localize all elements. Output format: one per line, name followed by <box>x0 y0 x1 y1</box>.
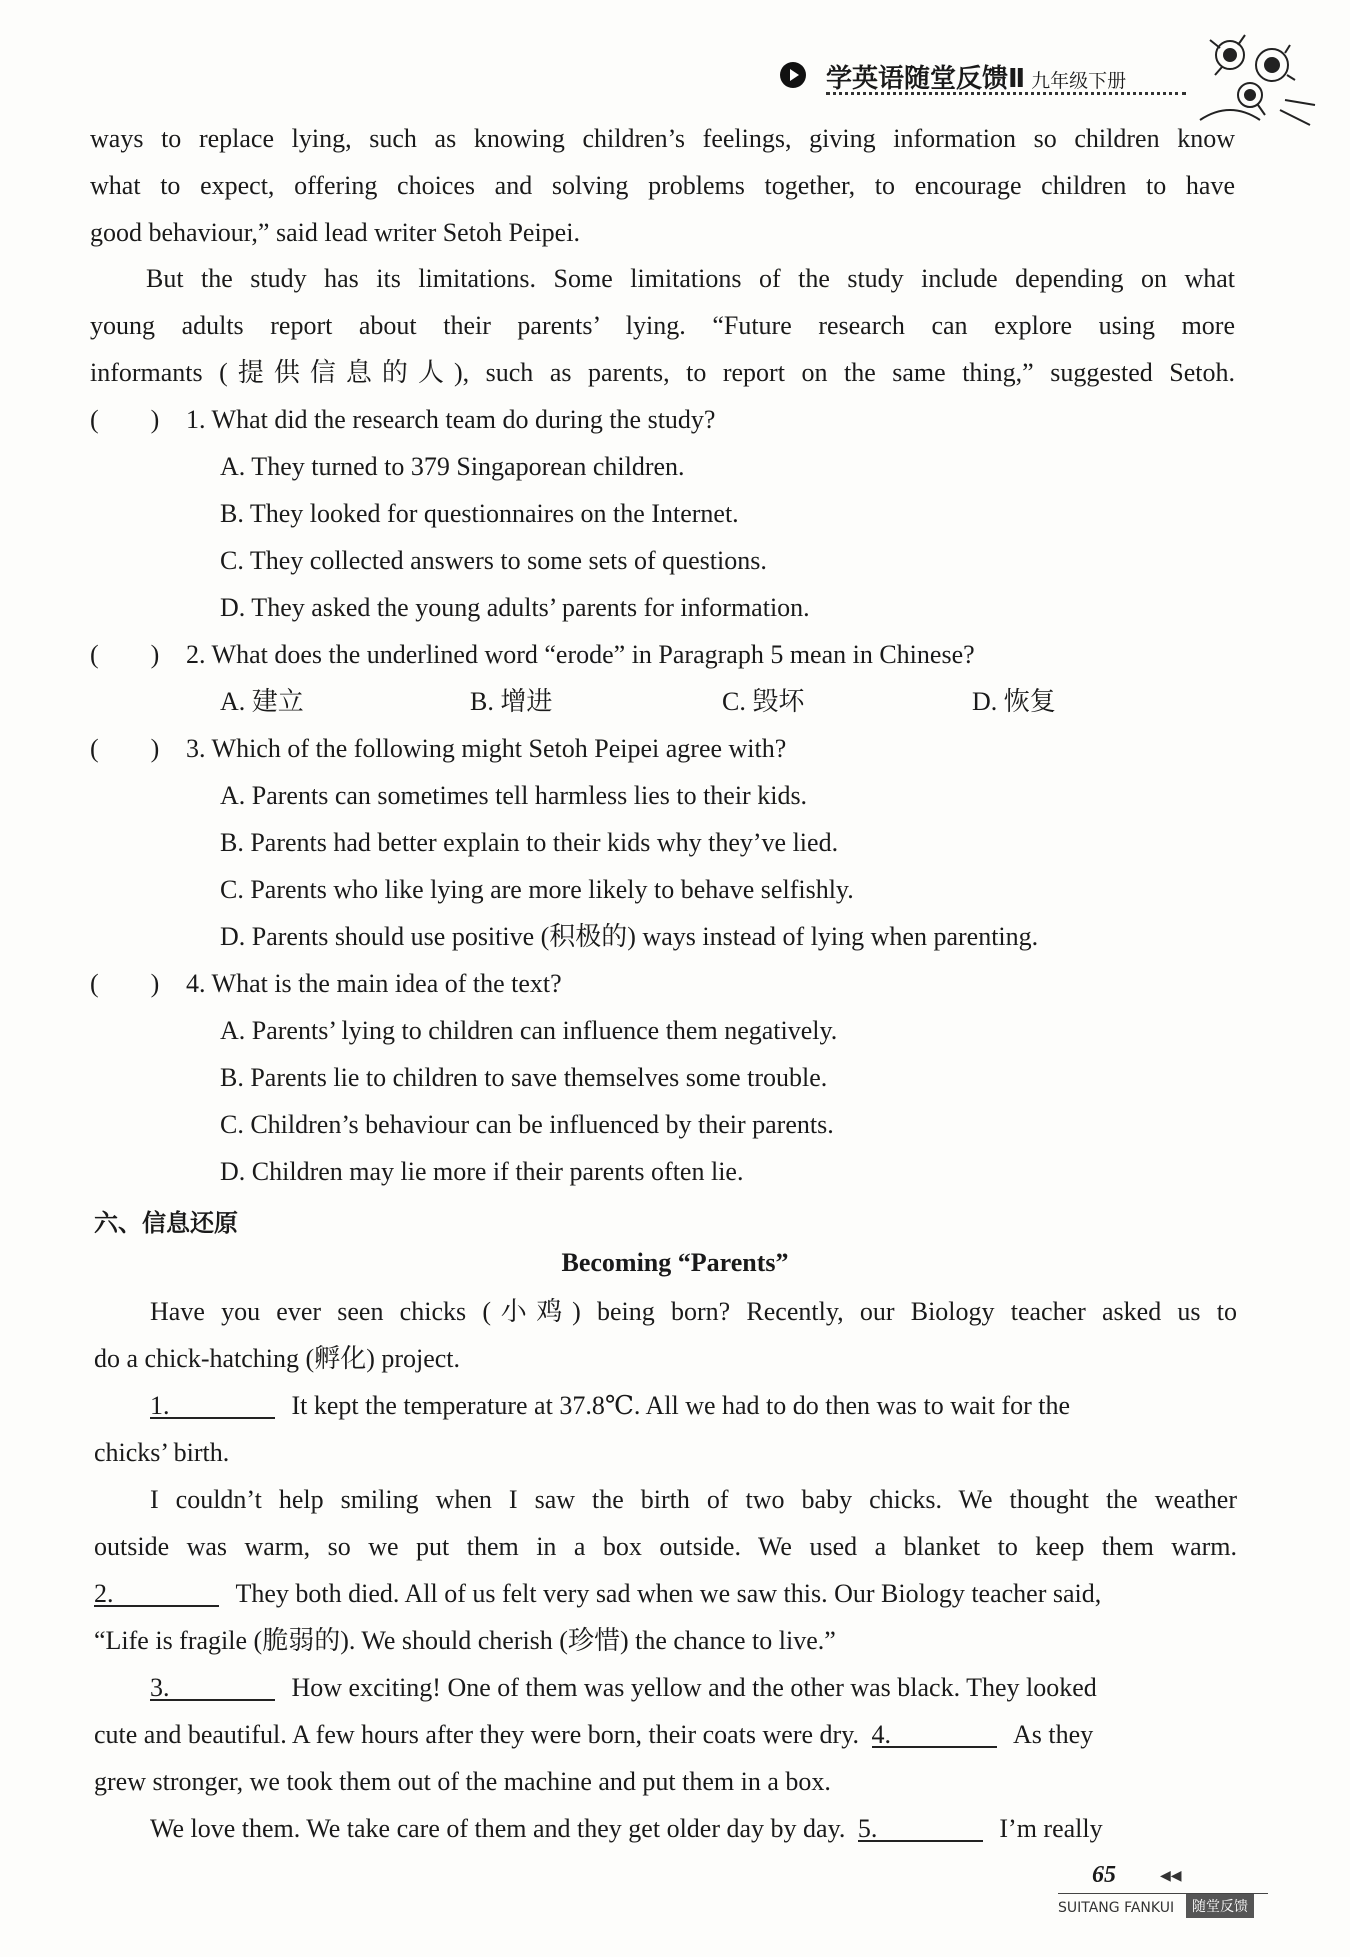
answer-blank-4[interactable]: 4. <box>872 1720 997 1748</box>
passage-text: I’m really <box>999 1814 1103 1843</box>
header-dotted-rule <box>826 92 1186 95</box>
question-stem: 4. What is the main idea of the text? <box>186 969 562 998</box>
option-b: B. Parents lie to children to save themselves some trouble. <box>220 1063 828 1092</box>
passage-line: But the study has its limitations. Some limitations of the study include depending on what <box>146 264 1235 293</box>
option-d: D. Parents should use positive (积极的) ways instead of lying when parenting. <box>220 922 1039 951</box>
option-a: A. They turned to 379 Singaporean children. <box>220 452 685 481</box>
passage-line: Have you ever seen chicks (小鸡) being born? Recently, our Biology teacher asked us to <box>150 1297 1237 1326</box>
passage-line: I couldn’t help smiling when I saw the birth of two baby chicks. We thought the weather <box>150 1485 1237 1514</box>
page-header <box>780 52 1200 102</box>
option-c: C. Parents who like lying are more likely to behave selfishly. <box>220 875 854 904</box>
option-d: D. They asked the young adults’ parents for information. <box>220 593 810 622</box>
passage-title: Becoming “Parents” <box>561 1248 789 1277</box>
footer-badge: 随堂反馈 <box>1186 1894 1254 1918</box>
question-stem: 1. What did the research team do during the study? <box>186 405 716 434</box>
passage-line: do a chick-hatching (孵化) project. <box>94 1344 461 1373</box>
option-a: A. 建立 <box>220 687 304 716</box>
passage-text: cute and beautiful. A few hours after they were born, their coats were dry. <box>94 1720 860 1749</box>
option-d: D. Children may lie more if their parents often lie. <box>220 1157 744 1186</box>
question-stem: 3. Which of the following might Setoh Peipei agree with? <box>186 734 787 763</box>
page-number: 65 <box>1092 1862 1116 1888</box>
passage-text: We love them. We take care of them and they get older day by day. <box>150 1814 846 1843</box>
answer-blank-3[interactable]: 3. <box>150 1673 275 1701</box>
header-subtitle: 九年级下册 <box>1031 70 1127 92</box>
flower-decoration-icon <box>1190 20 1320 130</box>
option-c: C. 毁坏 <box>722 687 805 716</box>
passage-text: They both died. All of us felt very sad when we saw this. Our Biology teacher said, <box>235 1579 1102 1608</box>
passage-line <box>150 1391 1237 1421</box>
header-title: 学英语随堂反馈Ⅱ 九年级下册 <box>826 64 1127 94</box>
option-c: C. They collected answers to some sets of questions. <box>220 546 767 575</box>
answer-bracket[interactable]: ( ) <box>90 405 160 434</box>
passage-line: “Life is fragile (脆弱的). We should cherish (珍惜) the chance to live.” <box>94 1626 836 1655</box>
option-a: A. Parents can sometimes tell harmless lies to their kids. <box>220 781 808 810</box>
passage-line: informants (提供信息的人), such as parents, to report on the same thing,” suggested Setoh. <box>90 358 1235 387</box>
passage-text: As they <box>1013 1720 1094 1749</box>
passage-line: outside was warm, so we put them in a box outside. We used a blanket to keep them warm. <box>94 1532 1237 1561</box>
answer-bracket[interactable]: ( ) <box>90 734 160 763</box>
option-a: A. Parents’ lying to children can influence them negatively. <box>220 1016 838 1045</box>
answer-bracket[interactable]: ( ) <box>90 640 160 669</box>
passage-text: How exciting! One of them was yellow and the other was black. They looked <box>291 1673 1097 1702</box>
option-c: C. Children’s behaviour can be influenced by their parents. <box>220 1110 834 1139</box>
passage-line <box>150 1673 1237 1703</box>
passage-line: young adults report about their parents’ lying. “Future research can explore using more <box>90 311 1235 340</box>
play-icon <box>780 62 806 88</box>
option-d: D. 恢复 <box>972 687 1056 716</box>
double-arrow-icon: ◀◀ <box>1160 1869 1182 1884</box>
footer-brand: SUITANG FANKUI <box>1058 1900 1175 1916</box>
answer-blank-2[interactable]: 2. <box>94 1579 219 1607</box>
passage-text: It kept the temperature at 37.8℃. All we had to do then was to wait for the <box>291 1391 1071 1420</box>
question-stem: 2. What does the underlined word “erode” in Paragraph 5 mean in Chinese? <box>186 640 975 669</box>
answer-blank-1[interactable]: 1. <box>150 1391 275 1419</box>
option-b: B. 增进 <box>470 687 553 716</box>
passage-line: grew stronger, we took them out of the machine and put them in a box. <box>94 1767 831 1796</box>
passage-line: what to expect, offering choices and solving problems together, to encourage children to have <box>90 171 1235 200</box>
option-b: B. They looked for questionnaires on the Internet. <box>220 499 739 528</box>
section-heading: 六、信息还原 <box>94 1209 238 1237</box>
passage-line: good behaviour,” said lead writer Setoh Peipei. <box>90 218 580 247</box>
passage-line: chicks’ birth. <box>94 1438 230 1467</box>
passage-line: ways to replace lying, such as knowing children’s feelings, giving information so children know <box>90 124 1235 153</box>
passage-line <box>94 1720 1237 1750</box>
passage-line <box>94 1579 1237 1609</box>
passage-line <box>150 1814 1237 1844</box>
answer-blank-5[interactable]: 5. <box>858 1814 983 1842</box>
answer-bracket[interactable]: ( ) <box>90 969 160 998</box>
option-b: B. Parents had better explain to their kids why they’ve lied. <box>220 828 839 857</box>
